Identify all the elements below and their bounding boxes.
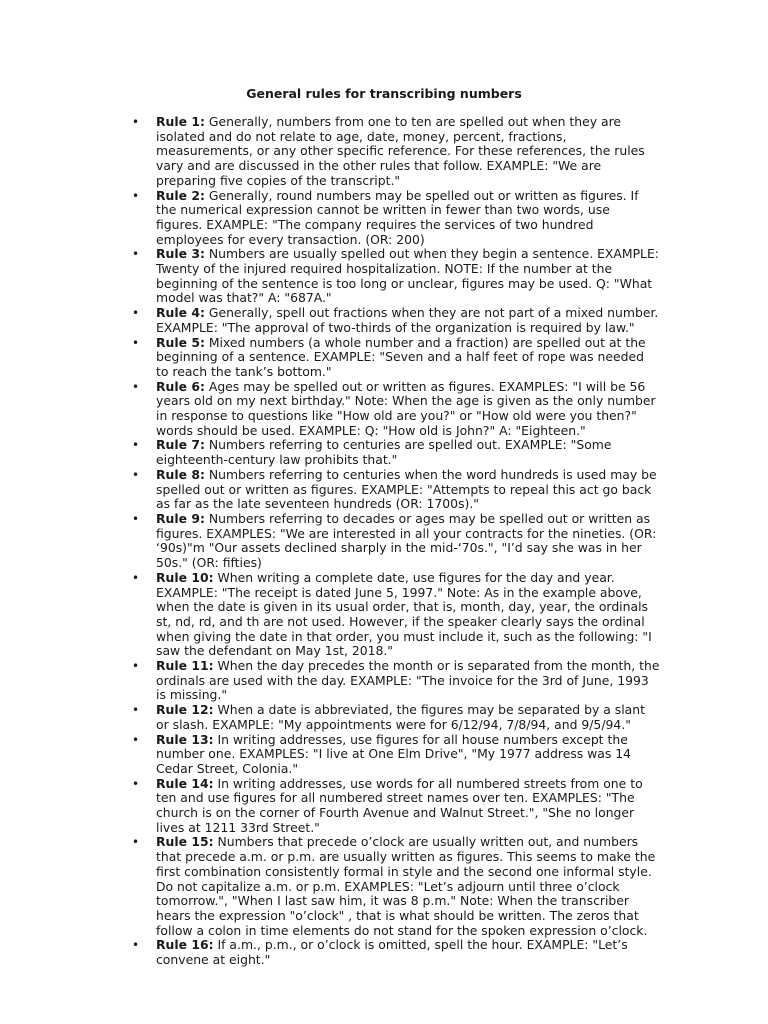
bullet-icon: • [132,247,140,262]
bullet-icon: • [132,188,140,203]
rule-text: Generally, spell out fractions when they are not part of a mixed number. EXAMPLE: "The approval of two-thirds of the organization is required by law." [156,305,659,335]
rule-item [132,702,660,732]
rule-item [132,937,660,968]
bullet-icon: • [132,115,140,129]
rule-item [132,246,660,306]
rule-text: When writing a complete date, use figures for the day and year. EXAMPLE: "The receipt is dated June 5, 1997." Note: As in the example above, when the date is given in its usual order, that is, month, day, year, the ordinals st, nd, rd, and th are not used. However, if the speaker clearly says the ordinal when giving the date in that order, you must include it, such as the following: "I saw the defendant on May 1st, 2018." [156,569,652,659]
bullet-icon: • [132,306,140,321]
rule-text: Mixed numbers (a whole number and a fraction) are spelled out at the beginning of a sentence. EXAMPLE: "Seven and a half feet of rope was needed to reach the tank’s bottom." [156,334,646,379]
rule-label: Rule 5: [156,334,205,350]
rule-item [132,775,660,836]
bullet-icon: • [132,335,140,350]
rule-item [132,834,660,938]
rule-label: Rule 1: [156,114,205,129]
rule-item [132,437,660,468]
rule-label: Rule 4: [156,305,205,321]
rule-label: Rule 8: [156,466,205,482]
bullet-icon: • [132,835,140,850]
rule-label: Rule 13: [156,731,214,747]
rule-text: Generally, numbers from one to ten are spelled out when they are isolated and do not relate to age, date, money, percent, fractions, measurements, or any other specific reference. For these references, the rules vary and are discussed in the other rules that follow. EXAMPLE: "We are preparing five copies of the transcript." [156,114,645,188]
rule-label: Rule 10: [156,569,214,585]
bullet-icon: • [132,438,140,453]
bullet-icon: • [132,467,140,482]
rule-item [132,731,660,777]
rule-label: Rule 3: [156,246,205,262]
rule-label: Rule 7: [156,437,205,453]
rule-label: Rule 14: [156,775,214,791]
bullet-icon: • [132,379,140,394]
rule-text: When a date is abbreviated, the figures may be separated by a slant or slash. EXAMPLE: "My appointments were for 6/12/94, 7/8/94, and 9/5/94." [156,702,645,732]
rule-text: Numbers that precede o’clock are usually written out, and numbers that precede a.m. or p.m. are usually written as figures. This seems to make the first combination consistently formal in style and the second one informal style. Do not capitalize a.m. or p.m. EXAMPLES: "Let’s adjourn until three o’clock tomorrow.", "When I last saw him, it was 8 p.m." Note: When the transcriber hears the expression "o’clock" , that is what should be written. The zeros that follow a colon in time elements do not stand for the spoken expression o’clock. [156,834,656,938]
rule-text: Ages may be spelled out or written as figures. EXAMPLES: "I will be 56 years old on my next birthday." Note: When the age is given as the only number in response to questions like "How old are you?" or "How old were you then?" words should be used. EXAMPLE: Q: "How old is John?" A: "Eighteen." [156,378,656,438]
bullet-icon: • [132,938,140,953]
rule-item [132,305,660,335]
rule-text: Numbers referring to centuries when the word hundreds is used may be spelled out or written as figures. EXAMPLE: "Attempts to repeal this act go back as far as the late seventeen hundreds (OR: 1700s)." [156,466,657,512]
rule-label: Rule 12: [156,702,214,718]
rule-item [132,466,660,512]
rule-item [132,510,660,571]
rule-text: Generally, round numbers may be spelled out or written as figures. If the numerical expression cannot be written in fewer than two words, use figures. EXAMPLE: "The company requires the services of two hundred employees for every transaction. (OR: 200) [156,187,639,247]
rule-item [132,378,660,439]
rule-text: If a.m., p.m., or o’clock is omitted, spell the hour. EXAMPLE: "Let’s convene at eight." [156,937,628,968]
rule-text: In writing addresses, use figures for all house numbers except the number one. EXAMPLES: "I live at One Elm Drive", "My 1977 address was 14 Cedar Street, Colonia." [156,731,632,776]
rule-label: Rule 11: [156,658,214,674]
rule-item [132,114,660,189]
rule-item [132,569,660,659]
rule-item [132,658,660,703]
bullet-icon: • [132,703,140,718]
bullet-icon: • [132,776,140,791]
bullet-icon: • [132,659,140,674]
rule-label: Rule 16: [156,937,214,953]
rules-list [132,114,660,968]
rule-text: Numbers referring to centuries are spelled out. EXAMPLE: "Some eighteenth-century law prohibits that." [156,437,612,468]
rule-item [132,334,660,380]
rule-text: When the day precedes the month or is separated from the month, the ordinals are used with the day. EXAMPLE: "The invoice for the 3rd of June, 1993 is missing." [156,658,660,703]
rule-text: Numbers referring to decades or ages may be spelled out or written as figures. EXAMPLES: "We are interested in all your contracts for the nineties. (OR: ‘90s)"m "Our assets declined sharply in the mid-‘70s.", "I’d say she was in her 50s." (OR: fifties) [156,510,657,571]
document-title: General rules for transcribing numbers [246,86,522,101]
rule-label: Rule 6: [156,378,205,394]
rule-text: Numbers are usually spelled out when they begin a sentence. EXAMPLE: Twenty of the injured required hospitalization. NOTE: If the number at the beginning of the sentence is too long or unclear, figures may be used. Q: "What model was that?" A: "687A." [156,246,659,306]
rule-label: Rule 9: [156,510,205,526]
rule-item [132,187,660,248]
bullet-icon: • [132,511,140,526]
rule-label: Rule 15: [156,834,214,850]
rule-label: Rule 2: [156,187,205,203]
bullet-icon: • [132,570,140,585]
rule-text: In writing addresses, use words for all numbered streets from one to ten and use figures for all numbered street names over ten. EXAMPLES: "The church is on the corner of Fourth Avenue and Walnut Street.", "She no longer lives at 1211 33rd Street." [156,775,643,835]
bullet-icon: • [132,732,140,747]
